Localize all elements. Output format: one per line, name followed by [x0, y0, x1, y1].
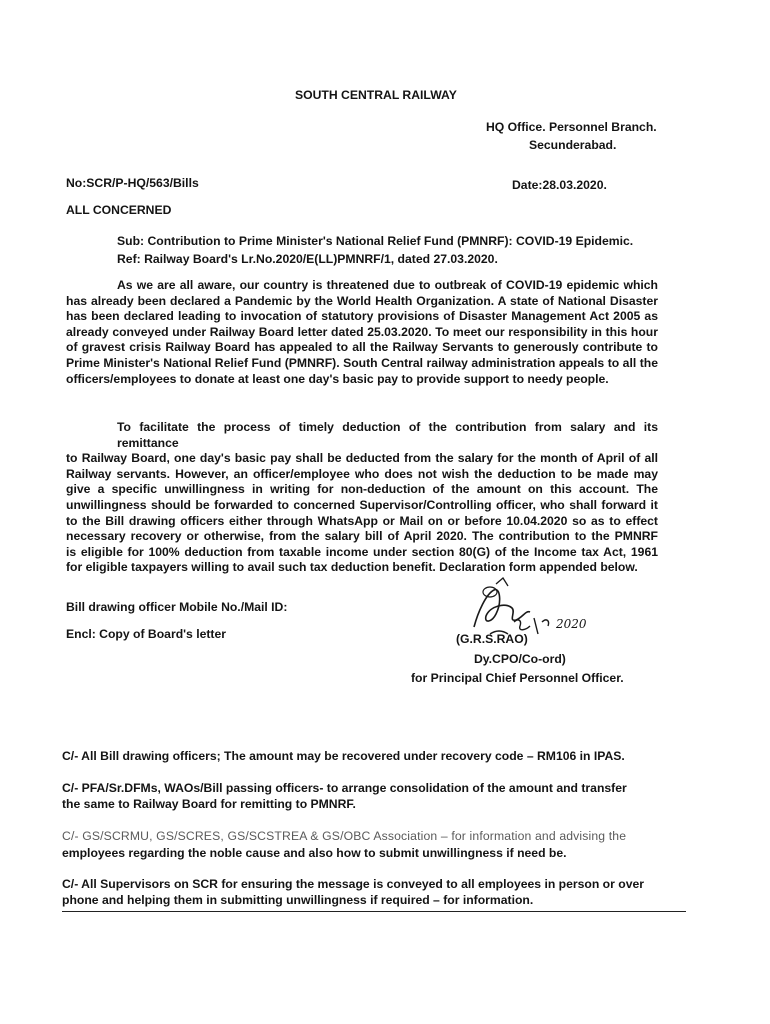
- bottom-rule: [62, 911, 686, 912]
- copy-to-line: C/- All Bill drawing officers; The amount may be recovered under recovery code – RM106 in IPAS.: [62, 749, 625, 763]
- handwritten-date: 2020: [556, 617, 587, 631]
- reference-number: No:SCR/P-HQ/563/Bills: [66, 176, 199, 190]
- paragraph-line: officers/employees to donate at least one day's basic pay to provide support to needy people.: [66, 371, 609, 386]
- paragraph-line: is eligible for 100% deduction from taxable income under section 80(G) of the Income tax Act, 1961: [66, 544, 658, 559]
- paragraph-line: To facilitate the process of timely deduction of the contribution from salary and its remittance: [117, 420, 658, 450]
- paragraph-line: As we are all aware, our country is threatened due to outbreak of COVID-19 epidemic which: [117, 278, 658, 292]
- copy-to-line: phone and helping them in submitting unwillingness if required – for information.: [62, 893, 534, 907]
- paragraph-line: already conveyed under Railway Board letter dated 25.03.2020. To meet our responsibility in this hour: [66, 324, 658, 339]
- paragraph-line: Prime Minister's National Relief Fund (PMNRF). South Central railway administration appeals to all the: [66, 355, 658, 370]
- paragraph-line: to Railway Board, one day's basic pay shall be deducted from the salary for the month of April of all: [66, 451, 658, 466]
- paragraph-line: unwillingness should be forwarded to concerned Supervisor/Controlling officer, who shall forward it: [66, 497, 658, 512]
- copy-to-line: employees regarding the noble cause and also how to submit unwillingness if need be.: [62, 846, 567, 860]
- paragraph-line: has already been declared a Pandemic by the World Health Organization. A state of National Disaster: [66, 293, 658, 308]
- copy-to-line-faded: C/- GS/SCRMU, GS/SCRES, GS/SCSTREA & GS/OBC Association – for information and advising the: [62, 829, 627, 843]
- paragraph-2: [66, 420, 658, 576]
- mobile-mail-field-label: Bill drawing officer Mobile No./Mail ID:: [66, 600, 288, 614]
- subject-line: Sub: Contribution to Prime Minister's National Relief Fund (PMNRF): COVID-19 Epidemic.: [117, 234, 634, 248]
- paragraph-line: give a specific unwillingness in writing for non-deduction of the amount on this account. The: [66, 482, 658, 497]
- signatory-designation: Dy.CPO/Co-ord): [474, 652, 566, 666]
- signatory-name: (G.R.S.RAO): [456, 632, 528, 646]
- copy-to-line: C/- All Supervisors on SCR for ensuring the message is conveyed to all employees in person or over: [62, 877, 645, 891]
- addressee: ALL CONCERNED: [66, 203, 172, 217]
- paragraph-line: to the Bill drawing officers either through WhatsApp or Mail on or before 10.04.2020 so as to effect: [66, 513, 658, 528]
- office-address-line1: HQ Office. Personnel Branch.: [486, 120, 657, 134]
- paragraph-line: has been declared leading to invocation of statutory provisions of Disaster Management Act 2005 as: [66, 309, 658, 324]
- organization-title: SOUTH CENTRAL RAILWAY: [295, 88, 457, 102]
- office-address-line2: Secunderabad.: [529, 138, 617, 152]
- paragraph-1: [66, 278, 658, 387]
- letter-date: Date:28.03.2020.: [512, 178, 607, 192]
- paragraph-line: of gravest crisis Railway Board has appealed to all the Railway Servants to generously contribute to: [66, 340, 658, 355]
- signatory-on-behalf: for Principal Chief Personnel Officer.: [411, 671, 624, 685]
- copy-to-line: C/- PFA/Sr.DFMs, WAOs/Bill passing officers- to arrange consolidation of the amount and transfer: [62, 781, 627, 795]
- enclosure-note: Encl: Copy of Board's letter: [66, 627, 227, 641]
- paragraph-line: necessary recovery or otherwise, from the salary bill of April 2020. The contribution to the PMNRF: [66, 529, 658, 544]
- reference-line: Ref: Railway Board's Lr.No.2020/E(LL)PMNRF/1, dated 27.03.2020.: [117, 252, 498, 266]
- paragraph-line: for eligible taxpayers willing to avail such tax deduction benefit. Declaration form appended below.: [66, 560, 638, 575]
- paragraph-line: Railway servants. However, an officer/employee who does not wish the deduction to be made may: [66, 466, 658, 481]
- copy-to-line: the same to Railway Board for remitting to PMNRF.: [62, 797, 356, 811]
